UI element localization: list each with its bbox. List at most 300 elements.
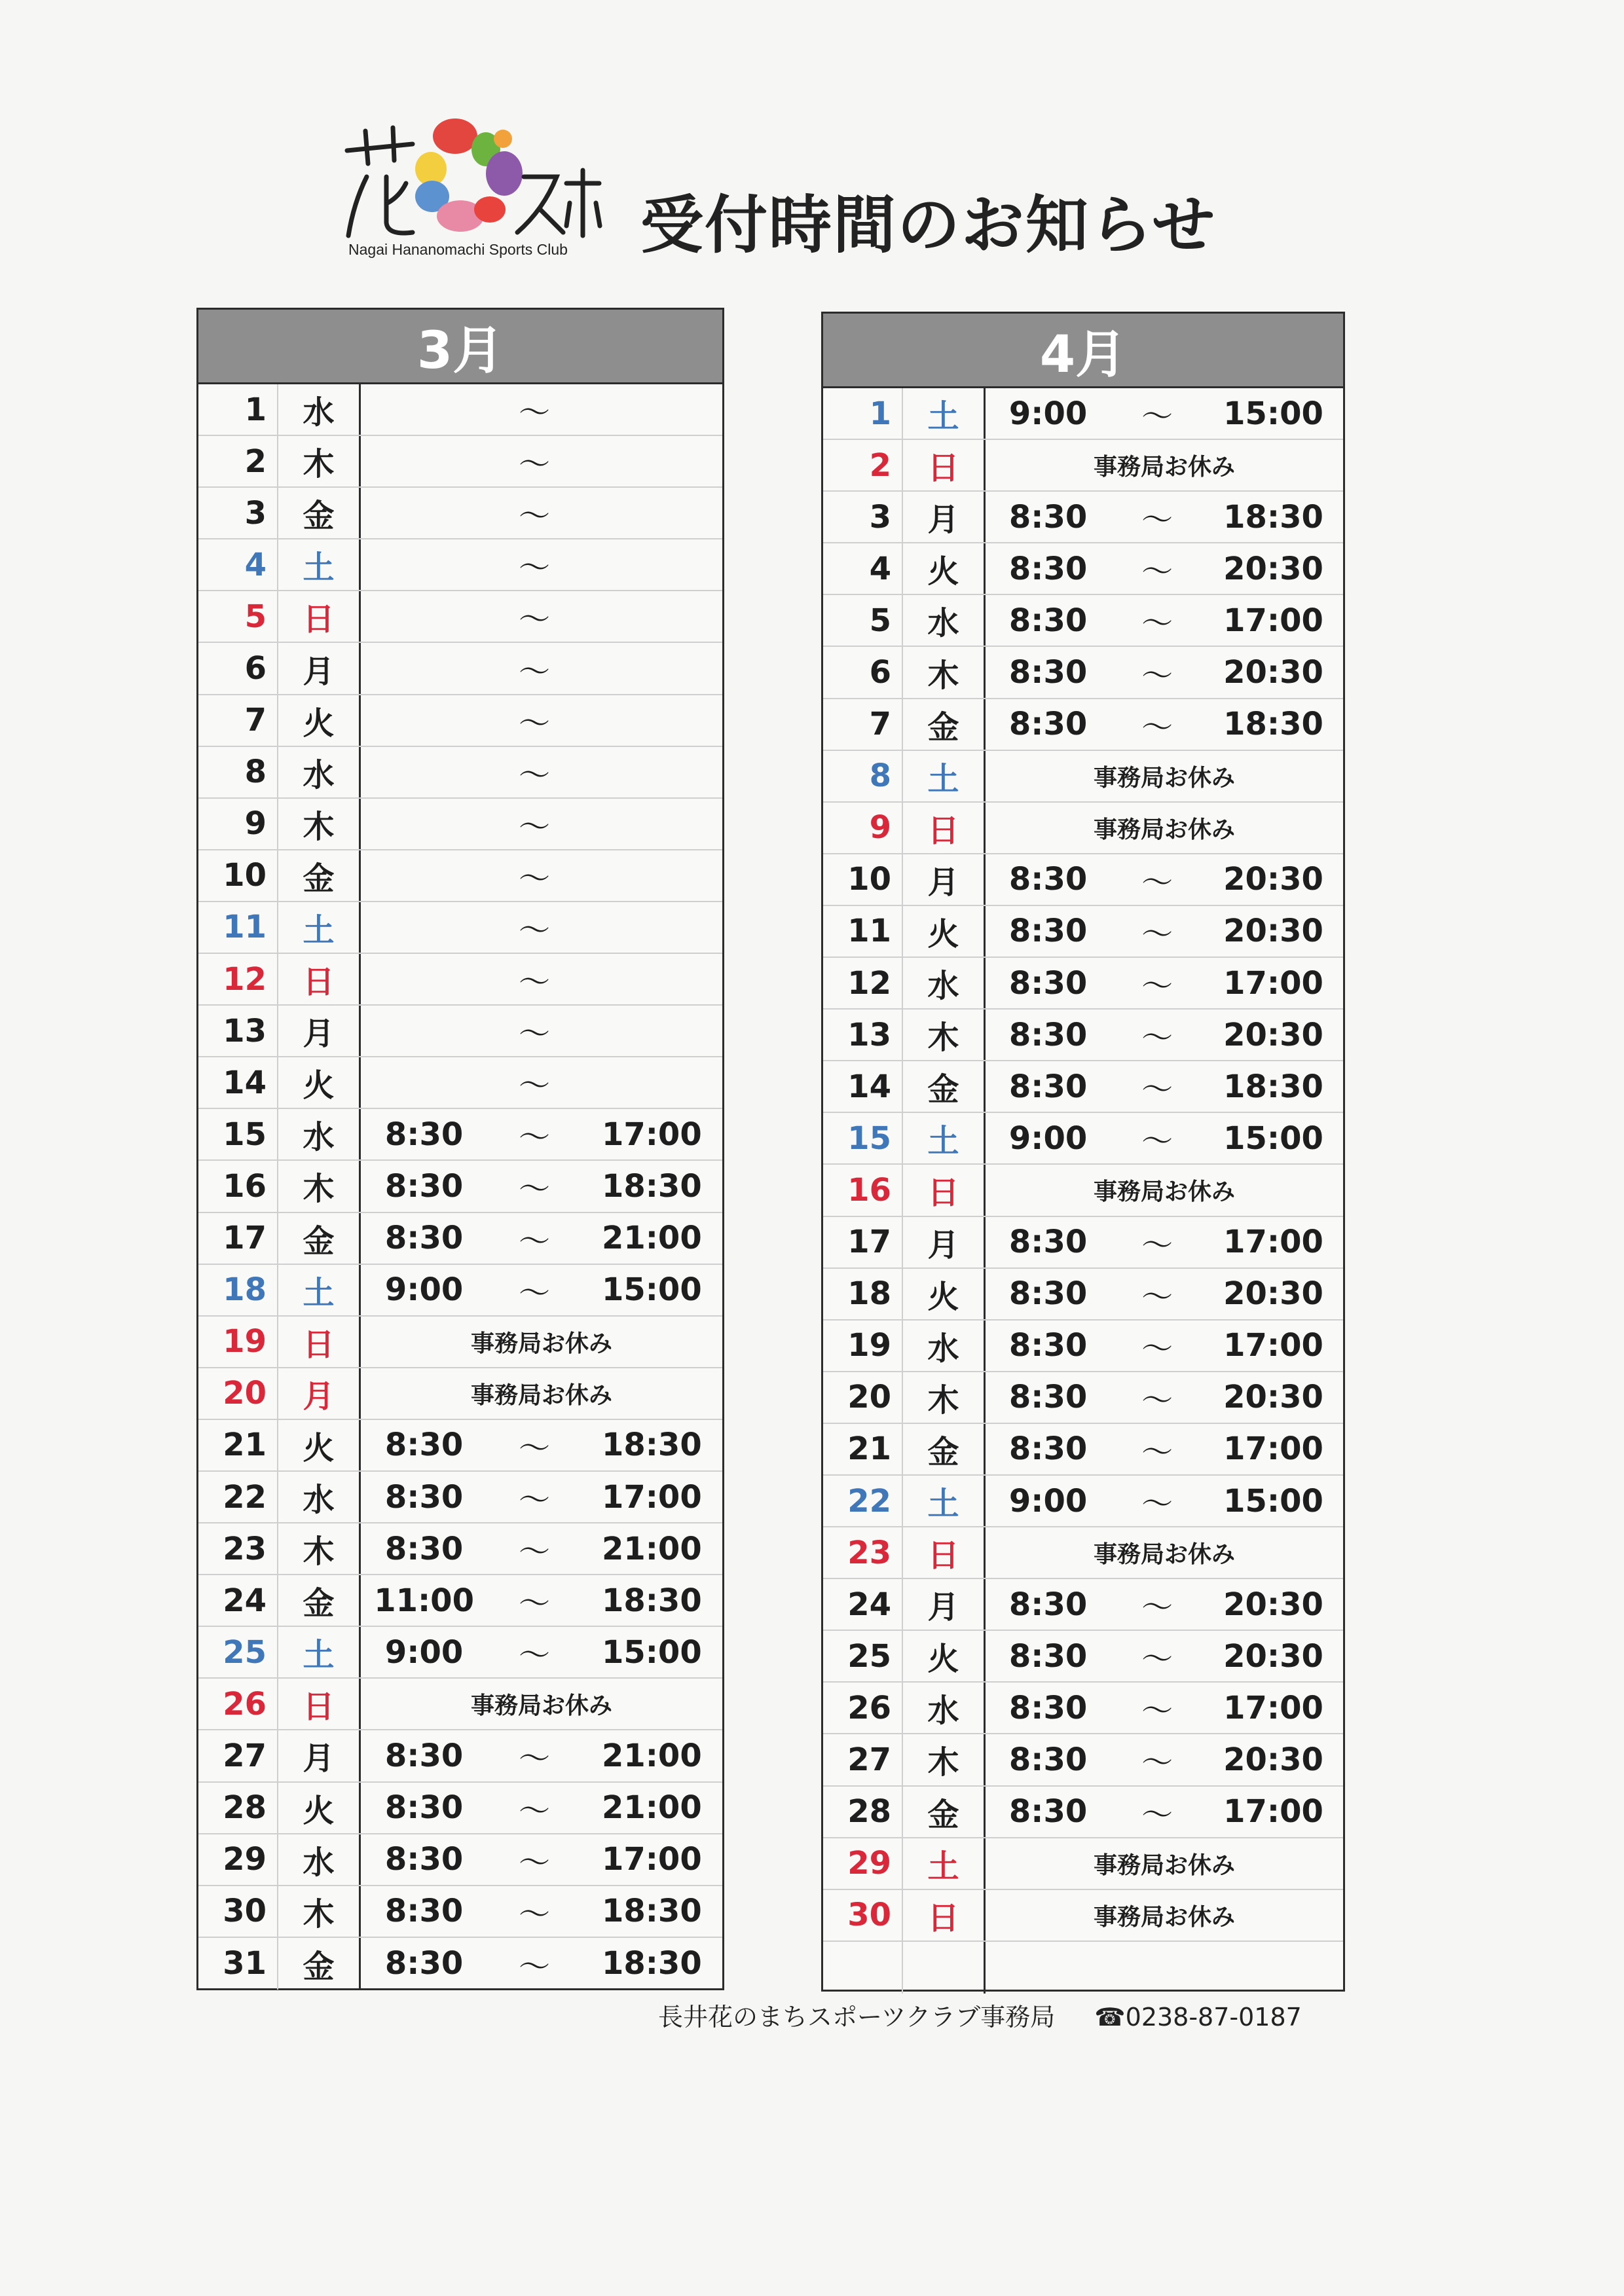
table-row (198, 1679, 722, 1730)
range-tilde: ～ (1141, 915, 1173, 953)
hours-cell (361, 1317, 722, 1367)
day-number: 1 (244, 391, 267, 428)
office-closed-label: 事務局お休み (1093, 816, 1235, 843)
hours-cell (361, 695, 722, 746)
weekday: 火 (277, 1057, 361, 1108)
close-time: 15:00 (601, 1271, 702, 1309)
page-header (0, 0, 1624, 301)
close-time: 18:30 (601, 1167, 702, 1205)
table-row (198, 384, 722, 436)
office-name: 長井花のまちスポーツクラブ事務局 (658, 2003, 1056, 2032)
table-row (198, 1368, 722, 1420)
weekday: 火 (902, 906, 986, 957)
table-row (823, 1527, 1343, 1579)
open-time: 9:00 (1008, 1120, 1088, 1157)
day-number: 17 (223, 1220, 267, 1257)
office-closed-label: 事務局お休み (470, 1381, 612, 1409)
weekday: 日 (902, 1890, 986, 1941)
day-number: 14 (223, 1064, 267, 1101)
close-time: 21:00 (601, 1737, 702, 1774)
range-tilde: ～ (1141, 1123, 1173, 1160)
weekday: 木 (902, 647, 986, 697)
hours-cell (986, 1890, 1343, 1941)
open-time: 8:30 (384, 1945, 464, 1982)
table-row (198, 643, 722, 695)
day-number: 3 (244, 494, 267, 532)
range-tilde: ～ (518, 498, 550, 535)
hours-cell (986, 854, 1343, 905)
table-row (198, 1317, 722, 1368)
range-tilde: ～ (1141, 605, 1173, 642)
day-number: 26 (847, 1689, 891, 1726)
hours-cell (986, 1424, 1343, 1474)
weekday: 日 (902, 1165, 986, 1215)
close-time: 20:30 (1223, 654, 1323, 691)
open-time: 8:30 (1008, 602, 1088, 639)
day-number: 12 (847, 964, 891, 1002)
day-number: 10 (223, 857, 267, 894)
hours-cell (986, 1683, 1343, 1733)
range-tilde: ～ (518, 1844, 550, 1881)
close-time: 20:30 (1223, 1637, 1323, 1675)
weekday: 土 (902, 388, 986, 439)
weekday: 土 (277, 1265, 361, 1315)
weekday: 月 (277, 1730, 361, 1781)
open-time: 8:30 (1008, 706, 1088, 743)
day-number: 31 (223, 1945, 267, 1982)
april-schedule-table (821, 312, 1345, 1992)
hours-cell (361, 1730, 722, 1781)
day-number: 18 (847, 1275, 891, 1313)
day-number: 24 (223, 1582, 267, 1619)
weekday: 火 (277, 1420, 361, 1470)
weekday: 木 (277, 799, 361, 849)
close-time: 17:00 (1223, 1224, 1323, 1261)
range-tilde: ～ (518, 964, 550, 1001)
hours-cell (361, 954, 722, 1004)
weekday: 月 (277, 1006, 361, 1056)
table-row (823, 1734, 1343, 1786)
weekday: 金 (902, 1424, 986, 1474)
open-time: 8:30 (1008, 1741, 1088, 1778)
range-tilde: ～ (518, 1429, 550, 1467)
range-tilde: ～ (518, 1585, 550, 1622)
open-time: 8:30 (384, 1116, 464, 1153)
close-time: 17:00 (1223, 964, 1323, 1002)
range-tilde: ～ (1141, 1019, 1173, 1057)
open-time: 8:30 (384, 1427, 464, 1464)
logo-subtitle: Nagai Hananomachi Sports Club (348, 241, 568, 258)
close-time: 20:30 (1223, 913, 1323, 950)
open-time: 11:00 (374, 1582, 474, 1619)
table-row (823, 1942, 1343, 1994)
close-time: 17:00 (1223, 1689, 1323, 1726)
weekday: 木 (902, 1010, 986, 1060)
table-row (823, 595, 1343, 647)
close-time: 21:00 (601, 1220, 702, 1257)
hours-cell (986, 1217, 1343, 1267)
table-row (198, 1783, 722, 1834)
weekday: 土 (277, 1627, 361, 1677)
hours-cell (361, 1109, 722, 1159)
day-number: 3 (869, 498, 891, 536)
hours-cell (986, 1061, 1343, 1112)
day-number: 21 (847, 1430, 891, 1468)
day-number: 9 (244, 805, 267, 843)
table-row (198, 1886, 722, 1938)
day-number: 29 (223, 1841, 267, 1878)
weekday: 土 (902, 1838, 986, 1889)
close-time: 17:00 (1223, 1793, 1323, 1831)
table-row (198, 1420, 722, 1472)
logo-flower-icon (341, 111, 602, 242)
hours-cell (986, 1113, 1343, 1163)
close-time: 20:30 (1223, 1379, 1323, 1416)
close-time: 21:00 (601, 1530, 702, 1567)
close-time: 18:30 (601, 1427, 702, 1464)
range-tilde: ～ (518, 756, 550, 793)
weekday: 金 (902, 1787, 986, 1837)
hours-cell (986, 492, 1343, 542)
weekday: 火 (277, 695, 361, 746)
hours-cell (986, 1631, 1343, 1681)
table-row (198, 850, 722, 902)
close-time: 18:30 (1223, 1068, 1323, 1105)
open-time: 8:30 (1008, 1637, 1088, 1675)
range-tilde: ～ (1141, 708, 1173, 746)
day-number: 13 (223, 1012, 267, 1049)
day-number: 23 (223, 1530, 267, 1567)
day-number: 15 (223, 1116, 267, 1153)
range-tilde: ～ (1141, 398, 1173, 435)
hours-cell (986, 388, 1343, 439)
hours-cell (361, 1938, 722, 1990)
table-row (198, 1834, 722, 1886)
range-tilde: ～ (1141, 1485, 1173, 1523)
open-time: 8:30 (384, 1478, 464, 1516)
day-number: 6 (869, 654, 891, 691)
day-number: 1 (869, 395, 891, 432)
day-number: 30 (223, 1893, 267, 1930)
close-time: 18:30 (1223, 498, 1323, 536)
range-tilde: ～ (518, 1895, 550, 1933)
hours-cell (361, 747, 722, 797)
hours-cell (986, 595, 1343, 646)
weekday: 月 (277, 643, 361, 693)
day-number: 9 (869, 809, 891, 847)
month-header: 3月 (198, 310, 722, 384)
range-tilde: ～ (518, 394, 550, 431)
table-row (823, 1683, 1343, 1734)
close-time: 18:30 (601, 1893, 702, 1930)
day-number: 11 (847, 913, 891, 950)
hours-cell (361, 1057, 722, 1108)
table-row (823, 492, 1343, 543)
weekday: 木 (277, 1161, 361, 1211)
range-tilde: ～ (1141, 657, 1173, 694)
day-number: 29 (847, 1845, 891, 1882)
range-tilde: ～ (1141, 1278, 1173, 1315)
day-number: 12 (223, 960, 267, 998)
open-time: 8:30 (384, 1737, 464, 1774)
page-title: 受付時間のお知らせ (640, 189, 1217, 262)
close-time: 15:00 (1223, 1482, 1323, 1520)
range-tilde: ～ (1141, 1226, 1173, 1264)
weekday: 火 (277, 1783, 361, 1833)
open-time: 8:30 (1008, 550, 1088, 587)
table-row (198, 1575, 722, 1627)
range-tilde: ～ (1141, 1381, 1173, 1419)
open-time: 8:30 (1008, 1224, 1088, 1261)
hours-cell (986, 958, 1343, 1008)
open-time: 8:30 (384, 1893, 464, 1930)
hours-cell (361, 1006, 722, 1056)
weekday: 金 (902, 699, 986, 750)
hours-cell (986, 1372, 1343, 1423)
hours-cell (361, 1886, 722, 1937)
hours-cell (986, 1734, 1343, 1785)
table-row (198, 695, 722, 747)
table-row (823, 543, 1343, 595)
table-row (198, 436, 722, 488)
table-row (198, 1057, 722, 1109)
close-time: 18:30 (601, 1582, 702, 1619)
weekday: 金 (277, 1938, 361, 1990)
weekday: 火 (902, 543, 986, 594)
close-time: 17:00 (601, 1116, 702, 1153)
table-row (823, 440, 1343, 492)
close-time: 17:00 (1223, 1327, 1323, 1364)
close-time: 15:00 (601, 1633, 702, 1671)
office-closed-label: 事務局お休み (470, 1330, 612, 1357)
weekday: 月 (902, 492, 986, 542)
table-row (198, 1938, 722, 1990)
day-number: 15 (847, 1120, 891, 1157)
table-row (823, 1890, 1343, 1942)
day-number: 23 (847, 1534, 891, 1571)
day-number: 8 (244, 754, 267, 791)
hours-cell (986, 1321, 1343, 1371)
weekday: 木 (902, 1734, 986, 1785)
telephone-icon: ☎ (1094, 2003, 1126, 2032)
close-time: 20:30 (1223, 861, 1323, 898)
range-tilde: ～ (518, 704, 550, 742)
day-number: 27 (223, 1737, 267, 1774)
open-time: 8:30 (384, 1220, 464, 1257)
close-time: 20:30 (1223, 1586, 1323, 1623)
weekday: 土 (902, 1476, 986, 1526)
range-tilde: ～ (1141, 1330, 1173, 1367)
range-tilde: ～ (518, 911, 550, 949)
open-time: 8:30 (1008, 964, 1088, 1002)
weekday: 火 (902, 1631, 986, 1681)
hours-cell (986, 647, 1343, 697)
schedule-rows (198, 384, 722, 1990)
weekday: 火 (902, 1269, 986, 1319)
weekday: 日 (902, 1527, 986, 1578)
hours-cell (986, 1579, 1343, 1630)
day-number: 4 (244, 546, 267, 583)
day-number: 27 (847, 1741, 891, 1778)
open-time: 8:30 (384, 1841, 464, 1878)
close-time: 20:30 (1223, 1275, 1323, 1313)
range-tilde: ～ (518, 601, 550, 638)
table-row (198, 1472, 722, 1523)
day-number: 20 (847, 1379, 891, 1416)
weekday: 月 (902, 1217, 986, 1267)
day-number: 6 (244, 650, 267, 687)
range-tilde: ～ (518, 1637, 550, 1674)
weekday: 日 (902, 803, 986, 853)
range-tilde: ～ (518, 549, 550, 587)
schedule-rows (823, 388, 1343, 1994)
weekday: 土 (902, 1113, 986, 1163)
range-tilde: ～ (1141, 1692, 1173, 1730)
day-number: 19 (223, 1323, 267, 1360)
weekday: 金 (277, 1575, 361, 1626)
close-time: 17:00 (1223, 602, 1323, 639)
table-row (823, 1269, 1343, 1321)
table-row (198, 488, 722, 539)
day-number: 2 (869, 446, 891, 484)
office-closed-label: 事務局お休み (1093, 1903, 1235, 1931)
open-time: 8:30 (1008, 1689, 1088, 1726)
weekday: 金 (277, 850, 361, 901)
day-number: 28 (847, 1793, 891, 1831)
table-row (198, 902, 722, 954)
range-tilde: ～ (518, 1740, 550, 1777)
weekday: 水 (277, 1834, 361, 1885)
close-time: 21:00 (601, 1789, 702, 1827)
hours-cell (986, 1476, 1343, 1526)
range-tilde: ～ (518, 446, 550, 483)
table-row (198, 1006, 722, 1057)
hours-cell (361, 1575, 722, 1626)
table-row (823, 647, 1343, 699)
range-tilde: ～ (518, 1222, 550, 1260)
club-logo (341, 111, 602, 262)
close-time: 20:30 (1223, 1016, 1323, 1053)
weekday: 木 (277, 1523, 361, 1574)
range-tilde: ～ (518, 808, 550, 845)
range-tilde: ～ (518, 1948, 550, 1985)
hours-cell (986, 803, 1343, 853)
table-row (198, 591, 722, 643)
table-row (823, 1579, 1343, 1631)
range-tilde: ～ (518, 1482, 550, 1519)
range-tilde: ～ (518, 1171, 550, 1208)
hours-cell (361, 1161, 722, 1211)
open-time: 8:30 (1008, 1327, 1088, 1364)
hours-cell (986, 1838, 1343, 1889)
open-time: 8:30 (1008, 1793, 1088, 1831)
hours-cell (361, 384, 722, 435)
open-time: 8:30 (1008, 1430, 1088, 1468)
table-row (198, 1523, 722, 1575)
day-number: 18 (223, 1271, 267, 1309)
hours-cell (986, 1527, 1343, 1578)
day-number: 22 (847, 1482, 891, 1520)
close-time: 20:30 (1223, 1741, 1323, 1778)
range-tilde: ～ (518, 1119, 550, 1156)
range-tilde: ～ (1141, 1433, 1173, 1470)
table-row (198, 954, 722, 1006)
table-row (823, 388, 1343, 440)
open-time: 8:30 (1008, 861, 1088, 898)
hours-cell (361, 1783, 722, 1833)
open-time: 8:30 (1008, 1379, 1088, 1416)
office-closed-label: 事務局お休み (1093, 1541, 1235, 1569)
table-row (198, 799, 722, 850)
table-row (823, 1476, 1343, 1527)
range-tilde: ～ (1141, 968, 1173, 1005)
weekday: 金 (277, 1213, 361, 1264)
open-time: 9:00 (1008, 1482, 1088, 1520)
table-row (823, 854, 1343, 906)
weekday: 金 (277, 488, 361, 538)
office-closed-label: 事務局お休み (1093, 1178, 1235, 1206)
weekday: 日 (277, 1317, 361, 1367)
open-time: 8:30 (384, 1530, 464, 1567)
day-number: 26 (223, 1685, 267, 1722)
weekday: 月 (902, 1579, 986, 1630)
weekday: 水 (902, 1321, 986, 1371)
weekday: 水 (277, 1472, 361, 1522)
open-time: 8:30 (1008, 1016, 1088, 1053)
hours-cell (361, 850, 722, 901)
hours-cell (361, 436, 722, 486)
hours-cell (361, 643, 722, 693)
table-row (198, 1265, 722, 1317)
weekday: 木 (277, 1886, 361, 1937)
table-row (823, 1838, 1343, 1890)
hours-cell (361, 488, 722, 538)
weekday: 水 (902, 958, 986, 1008)
day-number: 20 (223, 1375, 267, 1412)
close-time: 18:30 (601, 1945, 702, 1982)
day-number: 25 (847, 1637, 891, 1675)
table-row (198, 539, 722, 591)
hours-cell (361, 1265, 722, 1315)
range-tilde: ～ (518, 1015, 550, 1053)
range-tilde: ～ (1141, 553, 1173, 591)
hours-cell (361, 1834, 722, 1885)
day-number: 24 (847, 1586, 891, 1623)
open-time: 9:00 (384, 1633, 464, 1671)
table-row (198, 1161, 722, 1212)
table-row (198, 747, 722, 799)
open-time: 8:30 (1008, 1275, 1088, 1313)
table-row (823, 906, 1343, 958)
hours-cell (986, 699, 1343, 750)
hours-cell (986, 1942, 1343, 1994)
office-closed-label: 事務局お休み (470, 1692, 612, 1720)
day-number: 14 (847, 1068, 891, 1105)
weekday: 木 (277, 436, 361, 486)
day-number: 2 (244, 443, 267, 480)
table-row (823, 1010, 1343, 1061)
hours-cell (361, 1420, 722, 1470)
range-tilde: ～ (1141, 864, 1173, 901)
table-row (823, 1372, 1343, 1424)
range-tilde: ～ (518, 653, 550, 690)
table-row (823, 751, 1343, 803)
day-number: 21 (223, 1427, 267, 1464)
hours-cell (986, 906, 1343, 957)
day-number: 8 (869, 757, 891, 795)
hours-cell (361, 539, 722, 590)
close-time: 15:00 (1223, 395, 1323, 432)
